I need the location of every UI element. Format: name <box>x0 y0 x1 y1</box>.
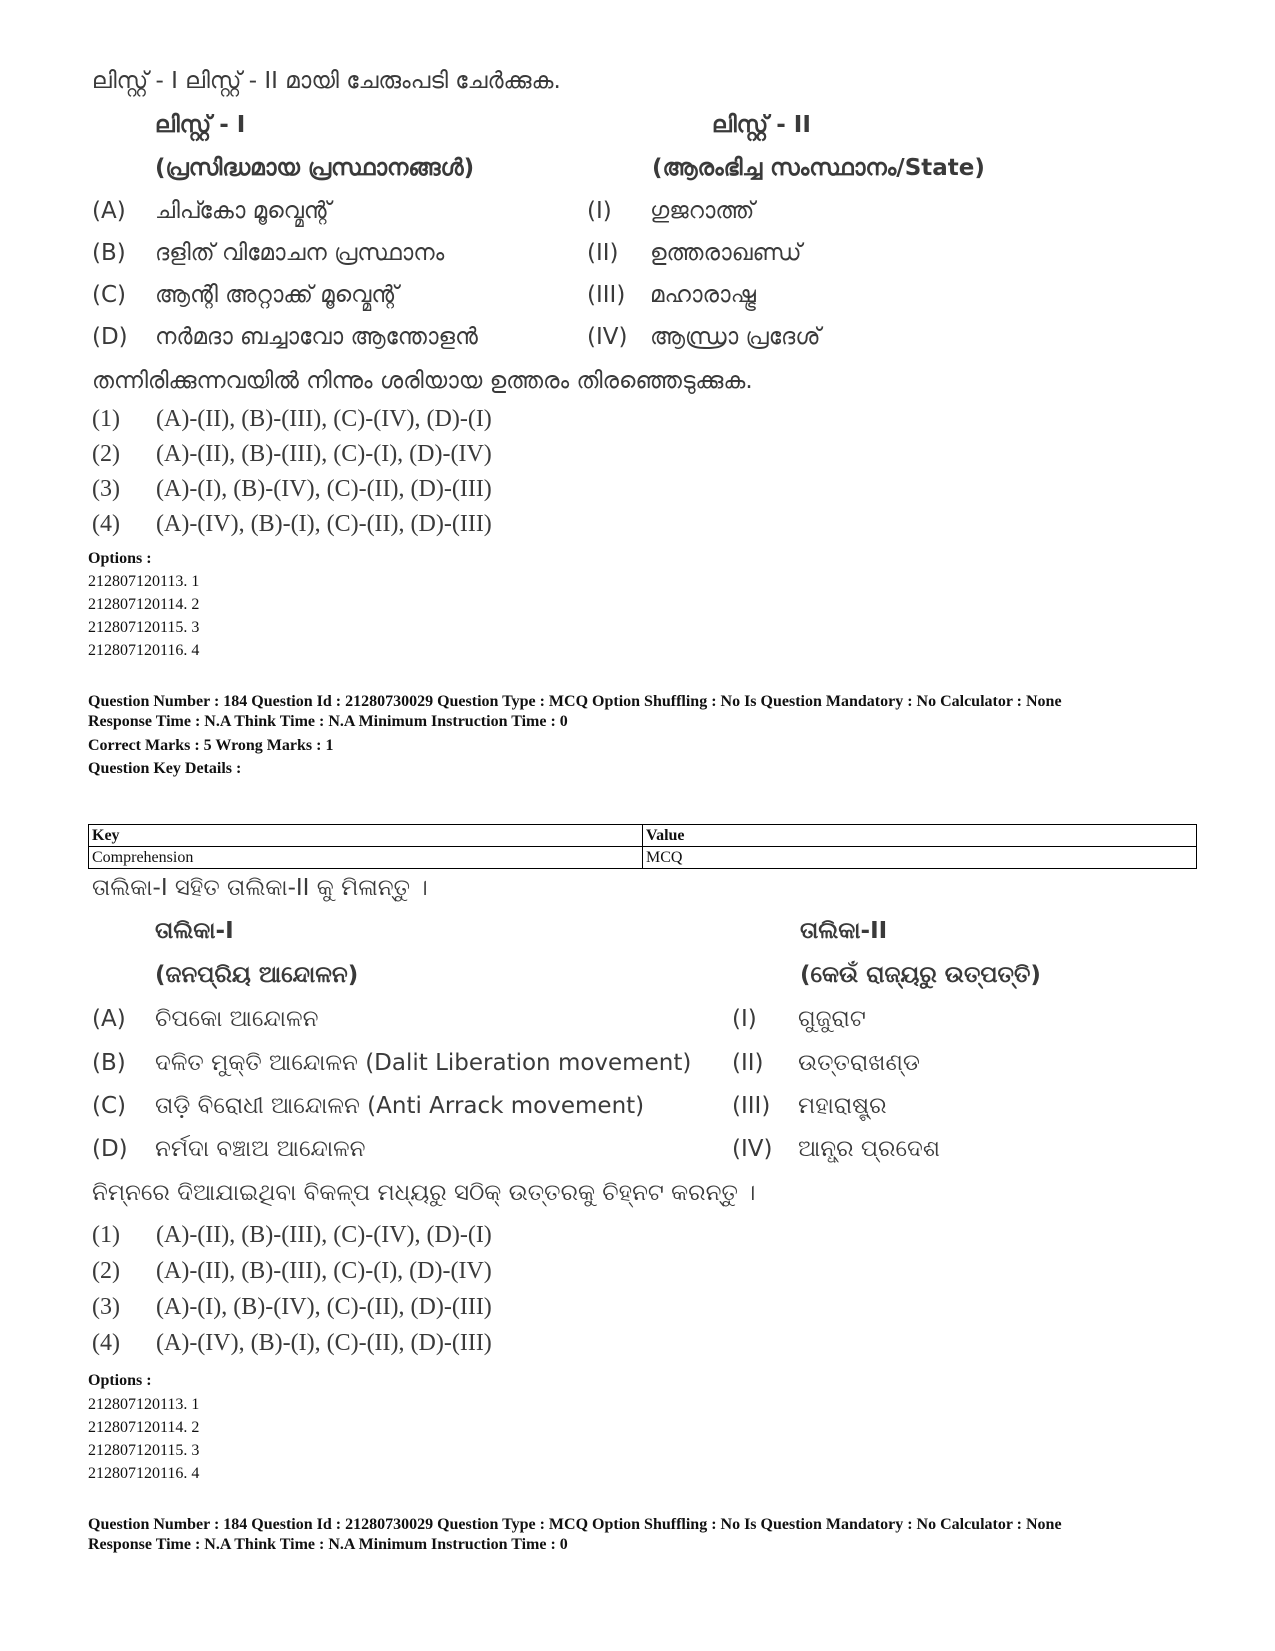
answer-choice <box>92 511 492 538</box>
row-numeral: (I) <box>732 1006 757 1032</box>
list2-title: ലിസ്റ്റ് - II <box>712 112 811 138</box>
question-prompt: തന്നിരിക്കുന്നവയിൽ നിന്നും ശരിയായ ഉത്തരം തിരഞ്ഞെടുക്കുക. <box>92 368 753 394</box>
answer-choice <box>92 1330 492 1357</box>
choice-text: (A)-(II), (B)-(III), (C)-(I), (D)-(IV) <box>156 441 492 467</box>
key-details-table <box>88 824 1197 869</box>
list2-title: ତାଲିକା-II <box>800 918 888 944</box>
list1-subtitle: (ଜନପ୍ରିୟ ଆନ୍ଦୋଳନ) <box>155 962 359 988</box>
list1-item: ദളിത് വിമോചന പ്രസ്ഥാനം <box>155 240 445 266</box>
row-label: (B) <box>92 1050 126 1076</box>
option-id: 212807120116. 4 <box>88 642 200 659</box>
table-cell-key: Comprehension <box>89 847 643 869</box>
table-row <box>89 847 1197 869</box>
choice-text: (A)-(I), (B)-(IV), (C)-(II), (D)-(III) <box>156 476 492 502</box>
match-row <box>92 240 1192 280</box>
option-id: 212807120115. 3 <box>88 1442 200 1459</box>
choice-text: (A)-(I), (B)-(IV), (C)-(II), (D)-(III) <box>156 1294 492 1320</box>
question-meta-line1: Question Number : 184 Question Id : 21280730029 Question Type : MCQ Option Shuffling : No Is Question Mandatory : No Calculator : None <box>88 1516 1062 1533</box>
list1-item: ആന്റി അറ്റാക്ക് മൂവ്മെന്റ് <box>155 282 399 308</box>
match-row <box>92 1050 1192 1090</box>
row-numeral: (I) <box>587 198 612 224</box>
table-cell-value: MCQ <box>643 847 1197 869</box>
list2-item: ഉത്തരാഖണ്ഡ് <box>650 240 802 266</box>
option-id: 212807120114. 2 <box>88 1419 200 1436</box>
list2-item: ଉତ୍ତରାଖଣ୍ଡ <box>798 1050 920 1076</box>
list2-item: ମହାରାଷ୍ଟ୍ର <box>798 1093 887 1119</box>
question-prompt: ନିମ୍ନରେ ଦିଆଯାଇଥିବା ବିକଳ୍ପ ମଧ୍ୟରୁ ସଠିକ୍ ଉତ୍ତରକୁ ଚିହ୍ନଟ କରନ୍ତୁ । <box>92 1180 756 1206</box>
choice-number: (4) <box>92 511 120 537</box>
key-details-heading: Question Key Details : <box>88 760 242 777</box>
list1-item: നർമദാ ബച്ചാവോ ആന്തോളൻ <box>155 324 478 350</box>
match-row <box>92 1093 1192 1133</box>
list2-item: ആന്ധ്രാ പ്രദേശ് <box>650 324 821 350</box>
row-label: (D) <box>92 324 128 350</box>
match-row <box>92 324 1192 364</box>
option-id: 212807120113. 1 <box>88 573 200 590</box>
row-numeral: (IV) <box>732 1136 773 1162</box>
list2-item: ଗୁଜୁରାଟ <box>798 1006 866 1032</box>
list1-subtitle: (പ്രസിദ്ധമായ പ്രസ്ഥാനങ്ങൾ) <box>155 155 475 181</box>
list2-subtitle: (ആരംഭിച്ച സംസ്ഥാനം/State) <box>652 155 985 181</box>
question-instruction: ତାଲିକା-I ସହିତ ତାଲିକା-II କୁ ମିଳାନ୍ତୁ । <box>92 875 428 901</box>
choice-text: (A)-(II), (B)-(III), (C)-(I), (D)-(IV) <box>156 1258 492 1284</box>
list2-item: ഗുജറാത്ത് <box>650 198 755 224</box>
row-label: (A) <box>92 198 126 224</box>
answer-choice <box>92 476 492 503</box>
table-header-value: Value <box>643 825 1197 847</box>
row-label: (A) <box>92 1006 126 1032</box>
choice-number: (3) <box>92 476 120 502</box>
row-numeral: (II) <box>587 240 619 266</box>
choice-number: (4) <box>92 1330 120 1356</box>
choice-number: (1) <box>92 406 120 432</box>
match-row <box>92 198 1192 238</box>
row-numeral: (IV) <box>587 324 628 350</box>
row-label: (B) <box>92 240 126 266</box>
answer-choice <box>92 1222 492 1249</box>
options-label: Options : <box>88 1372 152 1389</box>
row-label: (D) <box>92 1136 128 1162</box>
choice-number: (2) <box>92 1258 120 1284</box>
options-label: Options : <box>88 550 152 567</box>
row-label: (C) <box>92 282 127 308</box>
question-meta-line2: Response Time : N.A Think Time : N.A Minimum Instruction Time : 0 <box>88 1536 568 1553</box>
answer-choice <box>92 1258 492 1285</box>
choice-text: (A)-(IV), (B)-(I), (C)-(II), (D)-(III) <box>156 511 492 537</box>
choice-text: (A)-(II), (B)-(III), (C)-(IV), (D)-(I) <box>156 1222 492 1248</box>
match-row <box>92 1006 1192 1046</box>
question-meta-line1: Question Number : 184 Question Id : 21280730029 Question Type : MCQ Option Shuffling : No Is Question Mandatory : No Calculator : None <box>88 693 1062 710</box>
list1-item: ଦଳିତ ମୁକ୍ତି ଆନ୍ଦୋଳନ (Dalit Liberation movement) <box>155 1050 692 1076</box>
marks-line: Correct Marks : 5 Wrong Marks : 1 <box>88 737 334 754</box>
table-header-row <box>89 825 1197 847</box>
option-id: 212807120116. 4 <box>88 1465 200 1482</box>
list1-title: ତାଲିକା-I <box>155 918 234 944</box>
option-id: 212807120114. 2 <box>88 596 200 613</box>
answer-choice <box>92 441 492 468</box>
list1-item: ନର୍ମଦା ବଞ୍ଚାଅ ଆନ୍ଦୋଳନ <box>155 1136 366 1162</box>
choice-number: (3) <box>92 1294 120 1320</box>
list2-subtitle: (କେଉଁ ରାଜ୍ୟରୁ ଉତ୍ପତ୍ତି) <box>800 962 1041 988</box>
choice-number: (2) <box>92 441 120 467</box>
choice-number: (1) <box>92 1222 120 1248</box>
answer-choice <box>92 1294 492 1321</box>
question-instruction: ലിസ്റ്റ് - I ലിസ്റ്റ് - II മായി ചേരുംപടി ചേർക്കുക. <box>92 68 561 94</box>
list1-item: ചിപ്കോ മൂവ്മെന്റ് <box>155 198 331 224</box>
option-id: 212807120115. 3 <box>88 619 200 636</box>
list2-item: ଆନ୍ଧ୍ର ପ୍ରଦେଶ <box>798 1136 940 1162</box>
list2-item: മഹാരാഷ്ട്ര <box>650 282 756 308</box>
match-row <box>92 1136 1192 1176</box>
list1-item: ଚିପକୋ ଆନ୍ଦୋଳନ <box>155 1006 319 1032</box>
table-header-key: Key <box>89 825 643 847</box>
row-numeral: (III) <box>587 282 626 308</box>
list1-title: ലിസ്റ്റ് - I <box>155 112 246 138</box>
answer-choice <box>92 406 492 433</box>
choice-text: (A)-(II), (B)-(III), (C)-(IV), (D)-(I) <box>156 406 492 432</box>
row-numeral: (II) <box>732 1050 764 1076</box>
choice-text: (A)-(IV), (B)-(I), (C)-(II), (D)-(III) <box>156 1330 492 1356</box>
option-id: 212807120113. 1 <box>88 1396 200 1413</box>
row-label: (C) <box>92 1093 127 1119</box>
list1-item: ତାଡ଼ି ବିରୋଧୀ ଆନ୍ଦୋଳନ (Anti Arrack movement) <box>155 1093 645 1119</box>
row-numeral: (III) <box>732 1093 771 1119</box>
match-row <box>92 282 1192 322</box>
question-meta-line2: Response Time : N.A Think Time : N.A Minimum Instruction Time : 0 <box>88 713 568 730</box>
